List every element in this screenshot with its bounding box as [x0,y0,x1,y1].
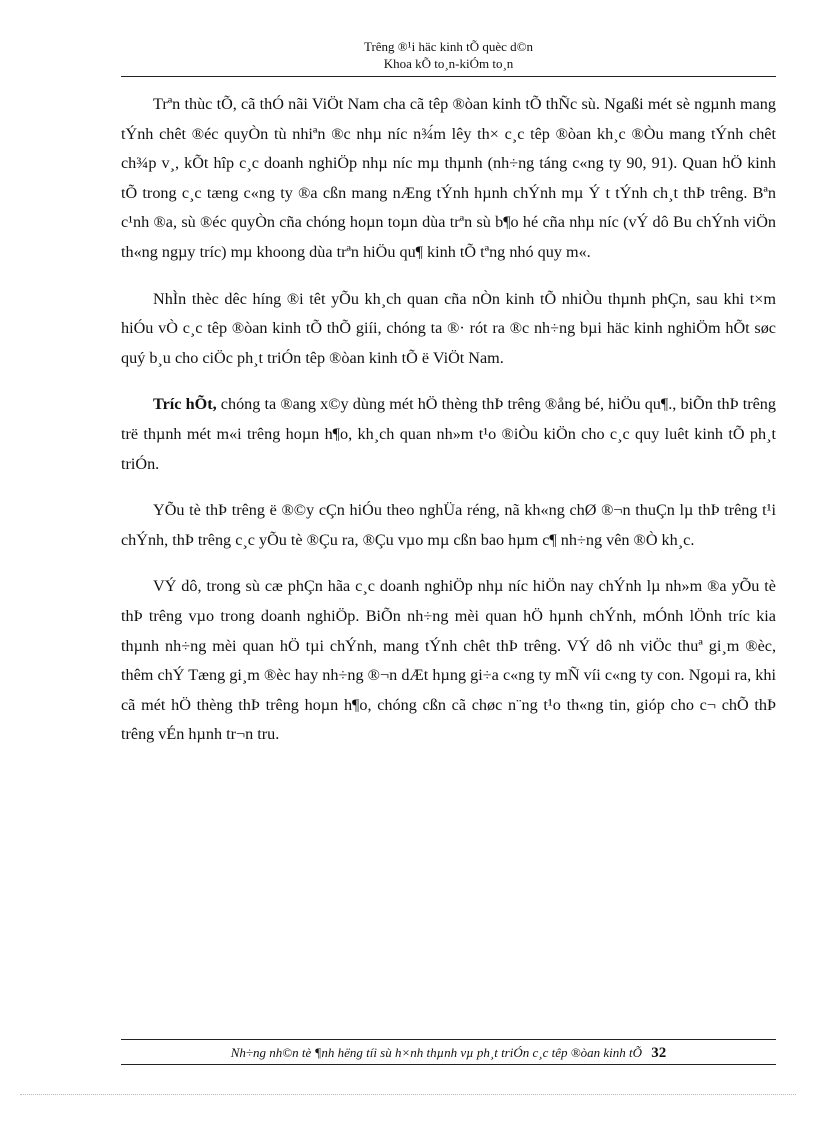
paragraph-3-text: chóng ta ®ang x©y dùng mét hÖ thèng thÞ trêng ®ång bé, hiÖu qu¶., biÕn thÞ trêng trë thµnh mét m«i trêng hoµn h¶o, kh¸ch quan nh»m t¹o ®iÒu kiÖn cho c¸c quy luêt kinh tÕ ph¸t triÓn. [121,395,776,473]
footer-divider-bottom [121,1064,776,1065]
paragraph-1: Trªn thùc tÕ, cã thÓ nãi ViÖt Nam cha cã têp ®òan kinh tÕ thÑc sù. Ngaßi mét sè ngµnh mang tÝnh chêt ®éc quyÒn tù nhiªn ®c nhµ níc n¾́m lêy th× c¸c têp ®òan kh¸c ®Òu mang tÝnh chêt ch¾p v¸, kÕt hîp c¸c doanh nghiÖp nhµ níc mµ thµnh (nh÷ng táng c«ng ty 90, 91). Quan hÖ kinh tÕ trong c¸c tæng c«ng ty ®a cßn mang nÆng tÝnh hµnh chÝnh mµ Ý t tÝnh ch¸t thÞ trêng. Bªn c¹nh ®a, sù ®éc quyÒn cña chóng hoµn toµn dùa trªn sù b¶o hé cña nhµ níc (vÝ dô Bu chÝnh viÖn th«ng ngµy tríc) mµ khoong dùa trªn hiÖu qu¶ kinh tÕ tªng nhó quy m«. [121,95,776,261]
footer-divider-top [121,1039,776,1040]
document-body [121,90,776,750]
page-header [121,38,776,72]
paragraph-2: NhÌn thèc dêc híng ®i têt yÕu kh¸ch quan cña nÒn kinh tÕ nhiÒu thµnh phÇn, sau khi t×m hiÓu vÒ c¸c têp ®òan kinh tÕ thÕ giíi, chóng ta ®· rót ra ®c nh÷ng bµi häc kinh nghiÖm hÕt søc quý b¸u cho ciÖc ph¸t triÓn têp ®òan kinh tÕ ë ViÖt Nam. [121,289,776,367]
header-divider [121,76,776,77]
page-footer [121,1044,776,1062]
paragraph-5: VÝ dô, trong sù cæ phÇn hãa c¸c doanh nghiÖp nhµ níc hiÖn nay chÝnh lµ nh»m ®a yÕu tè thÞ trêng vµo trong doanh nghiÖp. BiÕn nh÷ng mèi quan hÖ hµnh chÝnh, mÓnh lÖnh tríc kia thµnh nh÷ng mèi quan hÖ tµi chÝnh, mang tÝnh chêt thÞ trêng. VÝ dô nh viÖc thuª gi¸m ®èc, thêm chÝ Tæng gi¸m ®èc hay nh÷ng ®¬n dÆt hµng gi÷a c«ng ty mÑ víi c«ng ty con. Ngoµi ra, khi cã mét hÖ thèng thÞ trêng hoµn h¶o, chóng cßn cã chøc n¨ng t¹o th«ng tin, gióp cho c¬ chÕ thÞ trêng vÉn hµnh tr¬n tru. [121,577,776,744]
page-edge [20,1094,796,1095]
header-university: Trêng ®¹i häc kinh tÕ quèc d©n [363,39,534,54]
footer-title: Nh÷ng nh©n tè ¶nh hëng tíi sù h×nh thµnh vµ ph¸t triÓn c¸c têp ®òan kinh tÕ [230,1045,643,1060]
header-faculty: Khoa kÕ to¸n-kiÓm to¸n [383,56,514,71]
page-number: 32 [651,1045,667,1061]
paragraph-3-lead: Tríc hÕt, [153,395,217,414]
paragraph-3 [121,390,776,479]
paragraph-4: YÕu tè thÞ trêng ë ®©y cÇn hiÓu theo nghÜa réng, nã kh«ng chØ ®¬n thuÇn lµ thÞ trêng t¹i chÝnh, thÞ trêng c¸c yÕu tè ®Çu ra, ®Çu vµo mµ cßn bao hµm c¶ nh÷ng vên ®Ò kh¸c. [121,501,776,549]
